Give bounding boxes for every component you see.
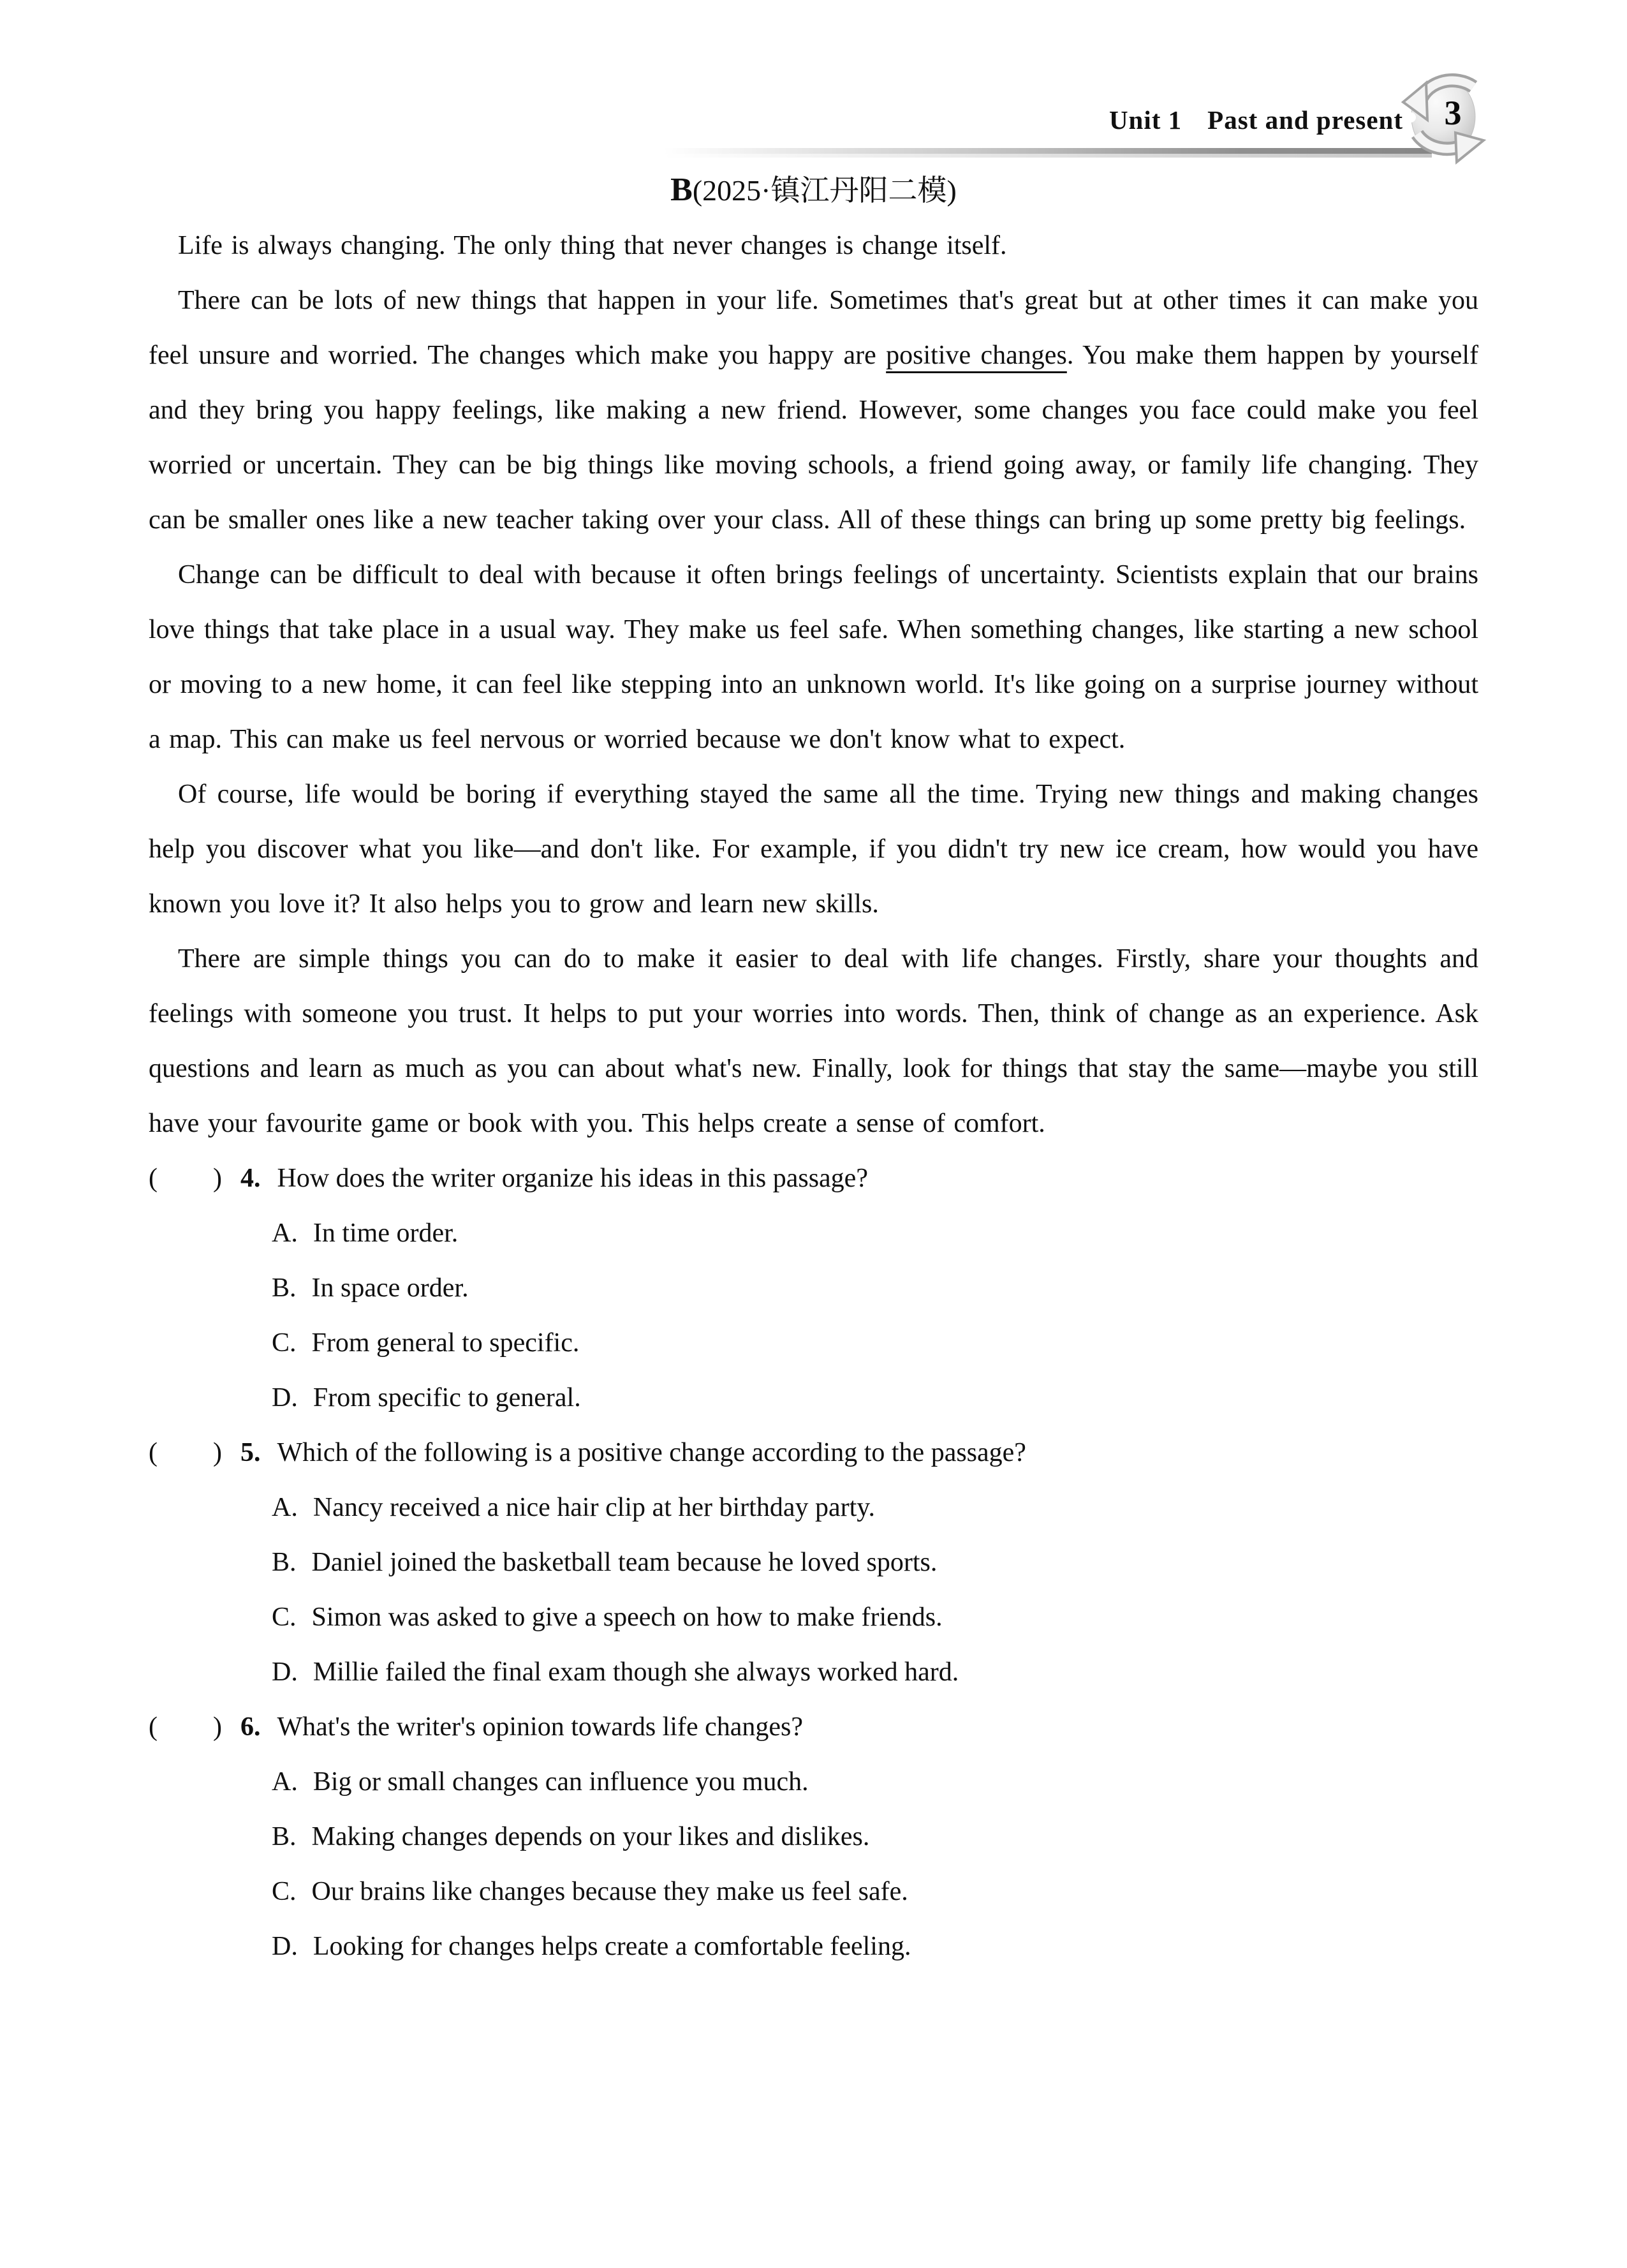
option-label: C. [272, 1877, 297, 1906]
question-list [149, 1151, 1478, 1974]
option-text: Making changes depends on your likes and dislikes. [311, 1822, 870, 1851]
question-number: 5. [240, 1438, 261, 1467]
section-source: (2025·镇江丹阳二模) [692, 174, 957, 207]
question-stem [149, 1151, 1478, 1206]
option-text: Big or small changes can influence you much. [313, 1767, 809, 1797]
option-D [149, 1919, 1478, 1974]
option-label: C. [272, 1328, 297, 1358]
option-label: B. [272, 1273, 297, 1303]
passage-paragraph: Of course, life would be boring if everything stayed the same all the time. Trying new things and making changes help you discover what you like—and don't like. For example, if you didn't try new ice cream, how would you have known you love it? It also helps you to grow and learn new skills. [149, 780, 1478, 919]
question-6 [149, 1700, 1478, 1974]
option-B [149, 1261, 1478, 1316]
question-text: How does the writer organize his ideas in this passage? [277, 1164, 868, 1193]
option-label: A. [272, 1767, 298, 1797]
unit-label: Unit 1 [1108, 105, 1182, 135]
option-text: Simon was asked to give a speech on how to make friends. [311, 1603, 943, 1632]
passage-paragraph: There can be lots of new things that happen in your life. Sometimes that's great but at other times it can make you feel unsure and worried. The changes which make you happy are positive changes. You make them happen by yourself and they bring you happy feelings, like making a new friend. However, some changes you face could make you feel worried or uncertain. They can be big things like moving schools, a friend going away, or family life changing. They can be smaller ones like a new teacher taking over your class. All of these things can bring up some pretty big feelings. [149, 286, 1478, 535]
option-text: Daniel joined the basketball team because he loved sports. [311, 1548, 938, 1577]
page-body [149, 163, 1478, 1974]
passage-paragraph: There are simple things you can do to make it easier to deal with life changes. Firstly, share your thoughts and feelings with someone you trust. It helps to put your worries into words. Then, think of change as an experience. Ask questions and learn as much as you can about what's new. Finally, look for things that stay the same—maybe you still have your favourite game or book with you. This helps create a sense of comfort. [149, 944, 1478, 1138]
answer-blank: ( ) [149, 1164, 223, 1193]
answer-blank: ( ) [149, 1438, 223, 1467]
unit-title: Past and present [1207, 105, 1403, 135]
section-label: B [670, 172, 693, 208]
question-stem [149, 1700, 1478, 1754]
page-number-badge [1401, 63, 1509, 177]
question-text: Which of the following is a positive change according to the passage? [277, 1438, 1026, 1467]
option-A [149, 1480, 1478, 1535]
option-text: From specific to general. [313, 1383, 581, 1412]
option-label: B. [272, 1548, 297, 1577]
header-rule [663, 148, 1432, 154]
option-A [149, 1206, 1478, 1261]
option-D [149, 1645, 1478, 1700]
option-C [149, 1316, 1478, 1370]
option-text: Millie failed the final exam though she always worked hard. [313, 1657, 959, 1687]
option-label: D. [272, 1383, 298, 1412]
question-stem [149, 1425, 1478, 1480]
option-C [149, 1864, 1478, 1919]
question-5 [149, 1425, 1478, 1700]
option-text: In space order. [311, 1273, 469, 1303]
passage-paragraph: Change can be difficult to deal with because it often brings feelings of uncertainty. Scientists explain that our brains love things that take place in a usual way. They make us feel safe. When something changes, like starting a new school or moving to a new home, it can feel like stepping into an unknown world. It's like going on a surprise journey without a map. This can make us feel nervous or worried because we don't know what to expect. [149, 560, 1478, 754]
question-number: 4. [240, 1164, 261, 1193]
option-label: A. [272, 1219, 298, 1248]
option-C [149, 1590, 1478, 1645]
question-number: 6. [240, 1712, 261, 1742]
option-text: From general to specific. [311, 1328, 580, 1358]
option-A [149, 1754, 1478, 1809]
option-text: Our brains like changes because they make us feel safe. [311, 1877, 908, 1906]
option-B [149, 1535, 1478, 1590]
question-text: What's the writer's opinion towards life changes? [277, 1712, 804, 1742]
option-label: C. [272, 1603, 297, 1632]
option-text: Nancy received a nice hair clip at her birthday party. [313, 1493, 876, 1522]
option-B [149, 1809, 1478, 1864]
option-label: D. [272, 1657, 298, 1687]
answer-blank: ( ) [149, 1712, 223, 1742]
unit-header [1109, 97, 1403, 143]
option-D [149, 1370, 1478, 1425]
reading-passage [149, 218, 1478, 1151]
option-label: B. [272, 1822, 297, 1851]
page-number: 3 [1444, 94, 1462, 132]
option-text: Looking for changes helps create a comfortable feeling. [313, 1932, 911, 1961]
underlined-phrase: positive changes [886, 341, 1067, 370]
option-label: A. [272, 1493, 298, 1522]
option-label: D. [272, 1932, 298, 1961]
passage-paragraph: Life is always changing. The only thing that never changes is change itself. [178, 231, 1007, 260]
option-text: In time order. [313, 1219, 459, 1248]
question-4 [149, 1151, 1478, 1425]
section-title [149, 163, 1478, 218]
